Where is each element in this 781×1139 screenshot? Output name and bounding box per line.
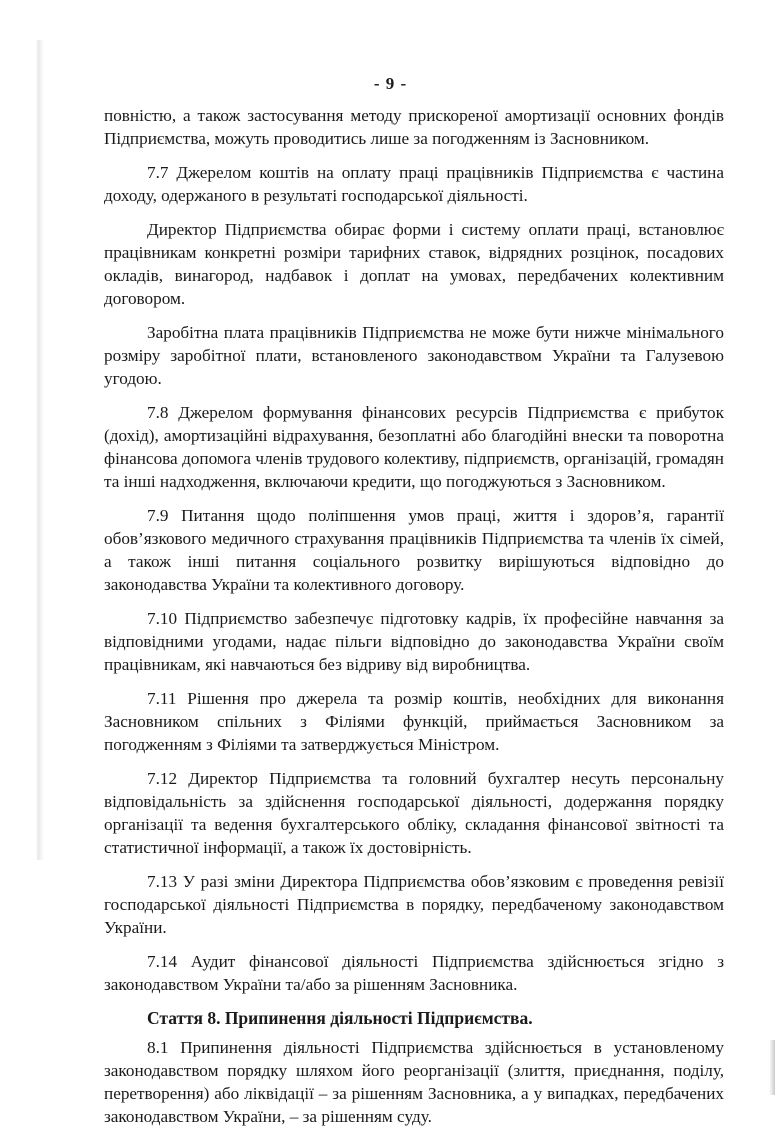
scan-edge-shadow-right: [769, 1040, 775, 1095]
paragraph-8-1: 8.1 Припинення діяльності Підприємства здійснюється в установленому законодавством порядку шляхом його реорганізації (злиття, приєднання, поділу, перетворення) або ліквідації – за рішенням Засновника, а у випадках, передбачених законодавством України, – за рішенням суду.: [104, 1038, 724, 1126]
scan-edge-shadow: [36, 40, 44, 860]
paragraph-7-7-director: Директор Підприємства обирає форми і систему оплати праці, встановлює працівникам конкретні розміри тарифних ставок, відрядних розцінок, посадових окладів, винагород, надбавок і доплат на умовах, передбачених колективним договором.: [104, 220, 724, 308]
page-number: - 9 -: [373, 74, 408, 93]
paragraph-7-10: 7.10 Підприємство забезпечує підготовку кадрів, їх професійне навчання за відповідними угодами, надає пільги відповідно до законодавства України своїм працівникам, які навчаються без відриву від виробництва.: [104, 609, 724, 674]
paragraph-7-7-salary: Заробітна плата працівників Підприємства не може бути нижче мінімального розміру заробітної плати, встановленого законодавством України та Галузевою угодою.: [104, 323, 724, 388]
paragraph-7-11: 7.11 Рішення про джерела та розмір коштів, необхідних для виконання Засновником спільних з Філіями функцій, приймається Засновником за погодженням з Філіями та затверджується Міністром.: [104, 689, 724, 754]
paragraph-7-7: 7.7 Джерелом коштів на оплату праці працівників Підприємства є частина доходу, одержаного в результаті господарської діяльності.: [104, 163, 724, 205]
paragraph-7-12: 7.12 Директор Підприємства та головний бухгалтер несуть персональну відповідальність за здійснення господарської діяльності, додержання порядку організації та ведення бухгалтерського обліку, складання фінансової звітності та статистичної інформації, а також їх достовірність.: [104, 769, 724, 857]
document-body: [104, 104, 724, 1139]
paragraph-7-8: 7.8 Джерелом формування фінансових ресурсів Підприємства є прибуток (дохід), амортизаційні відрахування, безоплатні або благодійні внески та поворотна фінансова допомога членів трудового колективу, підприємств, організацій, громадян та інші надходження, включаючи кредити, що погоджуються з Засновником.: [104, 403, 724, 491]
paragraph-continuation: повністю, а також застосування методу прискореної амортизації основних фондів Підприємства, можуть проводитись лише за погодженням із Засновником.: [104, 106, 724, 148]
paragraph-7-13: 7.13 У разі зміни Директора Підприємства обов’язковим є проведення ревізії господарської діяльності Підприємства в порядку, передбаченому законодавством України.: [104, 872, 724, 937]
paragraph-7-9: 7.9 Питання щодо поліпшення умов праці, життя і здоров’я, гарантії обов’язкового медичного страхування працівників Підприємства та членів їх сімей, а також інші питання соціального розвитку вирішуються відповідно до законодавства України та колективного договору.: [104, 506, 724, 594]
paragraph-7-14: 7.14 Аудит фінансової діяльності Підприємства здійснюється згідно з законодавством України та/або за рішенням Засновника.: [104, 952, 724, 994]
article-8-heading: Стаття 8. Припинення діяльності Підприємства.: [147, 1008, 533, 1028]
